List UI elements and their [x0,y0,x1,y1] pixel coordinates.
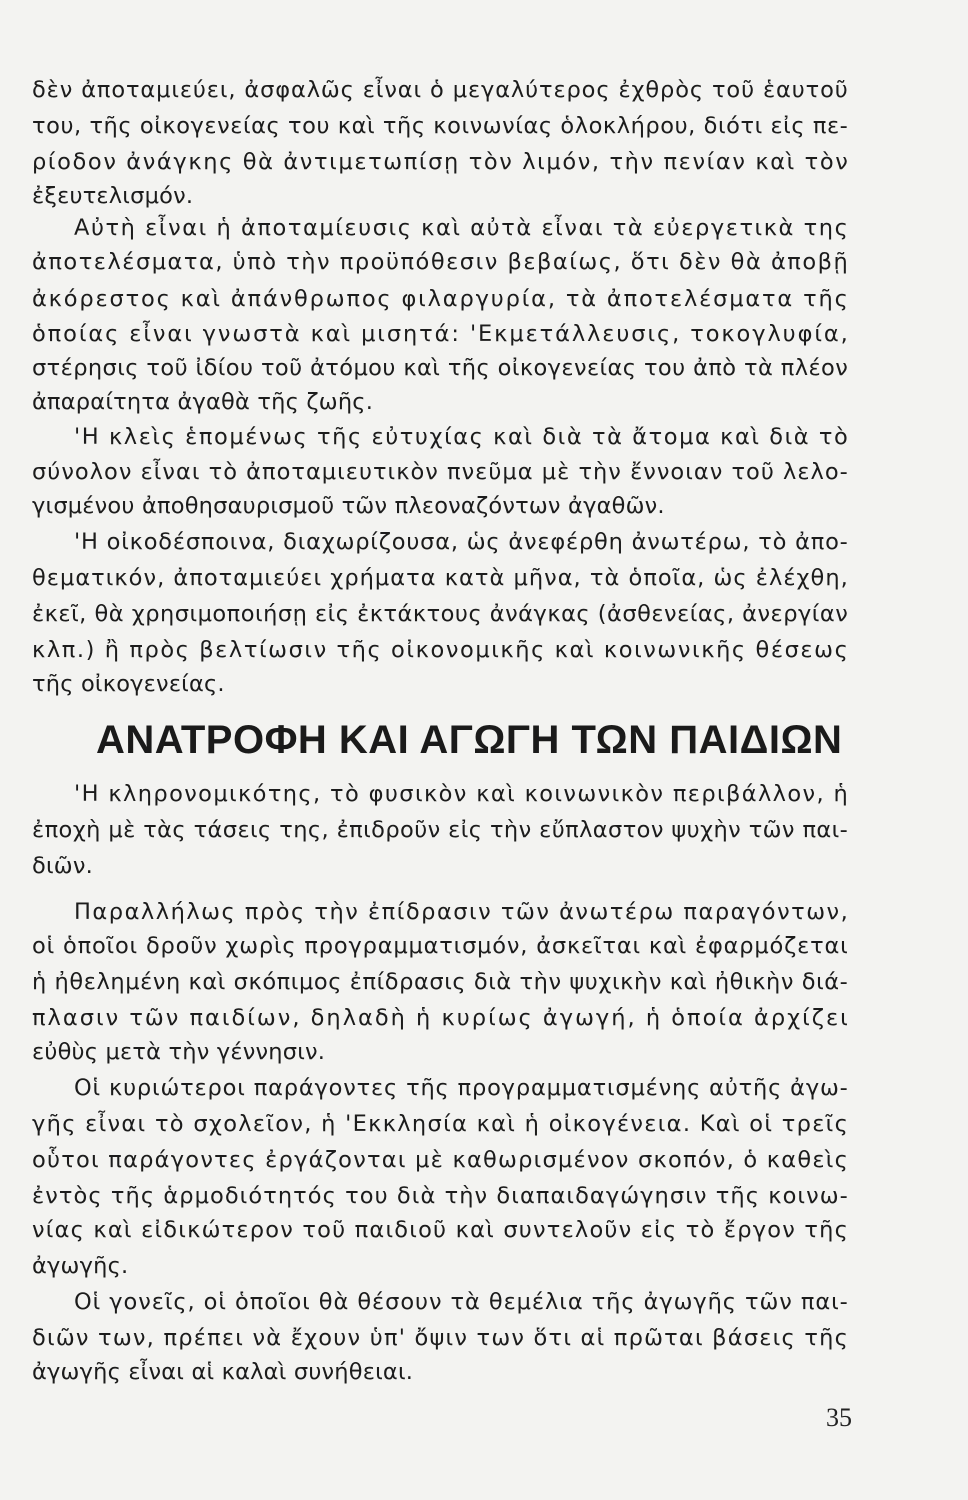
text-line: πλασιν τῶν παιδίων, δηλαδὴ ἡ κυρίως ἀγωγή, ἡ ὁποία ἀρχίζει [32,1005,850,1031]
text-line: γισμένου ἀποθησαυρισμοῦ τῶν πλεοναζόντων ἀγαθῶν. [32,493,665,519]
text-line: ἐκεῖ, θὰ χρησιμοποιήσῃ εἰς ἐκτάκτους ἀνάγκας (ἀσθενείας, ἀνεργίαν [32,601,849,627]
text-line: 'Η κλεὶς ἑπομένως τῆς εὐτυχίας καὶ διὰ τὰ ἄτομα καὶ διὰ τὸ [74,424,850,450]
text-line: ἀγωγῆς. [32,1253,129,1279]
text-line: στέρησις τοῦ ἰδίου τοῦ ἀτόμου καὶ τῆς οἰκογενείας του ἀπὸ τὰ πλέον [32,355,849,381]
text-line: ἀγωγῆς εἶναι αἱ καλαὶ συνήθειαι. [32,1359,414,1385]
text-line: νίας καὶ εἰδικώτερον τοῦ παιδιοῦ καὶ συντελοῦν εἰς τὸ ἔργον τῆς [32,1217,849,1243]
text-line: Αὐτὴ εἶναι ἡ ἀποταμίευσις καὶ αὐτὰ εἶναι τὰ εὐεργετικὰ της [74,215,850,241]
text-line: του, τῆς οἰκογενείας του καὶ τῆς κοινωνίας ὁλοκλήρου, διότι εἰς πε- [32,113,849,139]
text-line: ὁποίας εἶναι γνωστὰ καὶ μισητά: 'Εκμετάλλευσις, τοκογλυφία, [32,321,850,347]
text-line: θεματικόν, ἀποταμιεύει χρήματα κατὰ μῆνα, τὰ ὁποῖα, ὡς ἐλέχθη, [32,565,849,591]
page-number: 35 [826,1403,852,1432]
text-line: ἀκόρεστος καὶ ἀπάνθρωπος φιλαργυρία, τὰ ἀποτελέσματα τῆς [32,286,850,312]
text-line: εὐθὺς μετὰ τὴν γέννησιν. [32,1039,326,1065]
text-line: ἡ ἠθελημένη καὶ σκόπιμος ἐπίδρασις διὰ τὴν ψυχικὴν καὶ ἠθικὴν διά- [32,969,849,995]
text-line: Παραλλήλως πρὸς τὴν ἐπίδρασιν τῶν ἀνωτέρω παραγόντων, [74,899,850,925]
text-line: ἐποχὴ μὲ τὰς τάσεις της, ἐπιδροῦν εἰς τὴν εὔπλαστον ψυχὴν τῶν παι- [32,817,849,843]
text-line: Οἱ γονεῖς, οἱ ὁποῖοι θὰ θέσουν τὰ θεμέλια τῆς ἀγωγῆς τῶν παι- [74,1289,849,1315]
text-line: 'Η οἰκοδέσποινα, διαχωρίζουσα, ὡς ἀνεφέρθη ἀνωτέρω, τὸ ἀπο- [74,529,849,555]
text-line: 'Η κληρονομικότης, τὸ φυσικὸν καὶ κοινωνικὸν περιβάλλον, ἡ [74,781,850,807]
text-line: οὗτοι παράγοντες ἐργάζονται μὲ καθωρισμένον σκοπόν, ὁ καθεὶς [32,1147,850,1173]
section-heading: ΑΝΑΤΡΟΦΗ ΚΑΙ ΑΓΩΓΗ ΤΩΝ ΠΑΙΔΙΩΝ [96,718,843,762]
text-line: τῆς οἰκογενείας. [32,671,225,697]
text-line: Οἱ κυριώτεροι παράγοντες τῆς προγραμματισμένης αὐτῆς ἀγω- [74,1075,849,1101]
text-line: ἀπαραίτητα ἀγαθὰ τῆς ζωῆς. [32,389,374,415]
text-line: δὲν ἀποταμιεύει, ἀσφαλῶς εἶναι ὁ μεγαλύτερος ἐχθρὸς τοῦ ἑαυτοῦ [32,77,849,103]
text-line: διῶν των, πρέπει νὰ ἔχουν ὑπ' ὄψιν των ὅτι αἱ πρῶται βάσεις τῆς [32,1325,850,1351]
text-line: οἱ ὁποῖοι δροῦν χωρὶς προγραμματισμόν, ἀσκεῖται καὶ ἐφαρμόζεται [32,933,849,959]
text-line: ρίοδον ἀνάγκης θὰ ἀντιμετωπίσῃ τὸν λιμόν, τὴν πενίαν καὶ τὸν [32,149,850,175]
text-line: γῆς εἶναι τὸ σχολεῖον, ἡ 'Εκκλησία καὶ ἡ οἰκογένεια. Καὶ οἱ τρεῖς [32,1111,850,1137]
text-line: διῶν. [32,853,93,879]
text-line: ἀποτελέσματα, ὑπὸ τὴν προϋπόθεσιν βεβαίως, ὅτι δὲν θὰ ἀποβῇ [32,249,850,275]
text-line: ἐξευτελισμόν. [32,183,194,209]
text-line: κλπ.) ἢ πρὸς βελτίωσιν τῆς οἰκονομικῆς καὶ κοινωνικῆς θέσεως [32,637,850,663]
text-line: σύνολον εἶναι τὸ ἀποταμιευτικὸν πνεῦμα μὲ τὴν ἔννοιαν τοῦ λελο- [32,459,849,485]
text-line: ἐντὸς τῆς ἁρμοδιότητός του διὰ τὴν διαπαιδαγώγησιν τῆς κοινω- [32,1183,849,1209]
